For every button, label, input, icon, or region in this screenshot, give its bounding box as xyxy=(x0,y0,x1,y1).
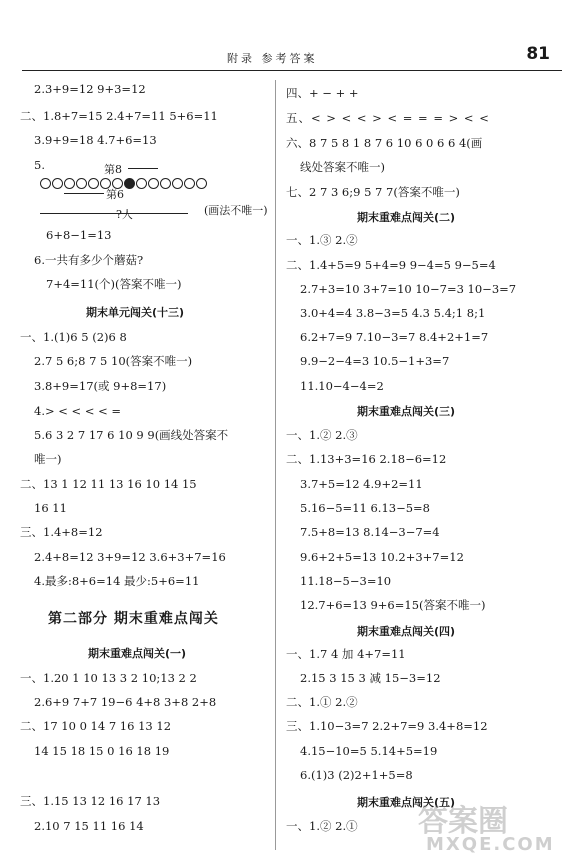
answer-line: 6.2+7=9 7.10−3=7 8.4+2+1=7 xyxy=(300,330,489,344)
column-divider xyxy=(275,80,276,850)
watermark-text: 答案圈 xyxy=(418,804,508,839)
question-number: 5. xyxy=(34,158,45,172)
answer-line: 9.6+2+5=13 10.2+3+7=12 xyxy=(300,550,464,564)
answer-line: 一、1.③ 2.② xyxy=(286,233,358,247)
answer-line: 12.7+6=13 9+6=15(答案不唯一) xyxy=(300,598,486,612)
figure-question: ?人 xyxy=(116,208,133,221)
answer-line: 6.一共有多少个蘑菇? xyxy=(34,253,144,267)
part-title: 第二部分 期末重难点闯关 xyxy=(48,611,219,627)
section-title: 期末单元闯关(十三) xyxy=(86,306,185,319)
answer-line: 4.最多:8+6=14 最少:5+6=11 xyxy=(34,574,200,588)
answer-line: 3.8+9=17(或 9+8=17) xyxy=(34,379,167,393)
answer-line: 2.4+8=12 3+9=12 3.6+3+7=16 xyxy=(34,550,226,564)
answer-line: 6.(1)3 (2)2+1+5=8 xyxy=(300,768,413,782)
answer-line: 二、1.① 2.② xyxy=(286,695,358,709)
circle-filled xyxy=(124,178,135,189)
section-title: 期末重难点闯关(一) xyxy=(88,647,187,660)
answer-line: 7.5+8=13 8.14−3−7=4 xyxy=(300,525,440,539)
answer-line: 三、1.15 13 12 16 17 13 xyxy=(20,794,161,808)
section-title: 期末重难点闯关(五) xyxy=(357,796,456,809)
answer-line: 七、2 7 3 6;9 5 7 7(答案不唯一) xyxy=(286,185,460,199)
answer-line: 三、1.10−3=7 2.2+7=9 3.4+8=12 xyxy=(286,719,488,733)
answer-line: 4.> < < < < = xyxy=(34,404,122,418)
answer-line: 7+4=11(个)(答案不唯一) xyxy=(46,277,182,291)
answer-line: 9.9−2−4=3 10.5−1+3=7 xyxy=(300,354,450,368)
answer-line: 二、13 1 12 11 13 16 10 14 15 xyxy=(20,477,197,491)
answer-line: 2.10 7 15 11 16 14 xyxy=(34,819,144,833)
section-title: 期末重难点闯关(三) xyxy=(357,405,456,418)
header-title: 附录 参考答案 xyxy=(227,52,318,65)
answer-line: 2.6+9 7+7 19−6 4+8 3+8 2+8 xyxy=(34,695,217,709)
answer-line: 线处答案不唯一) xyxy=(300,160,385,174)
answer-line: 二、17 10 0 14 7 16 13 12 xyxy=(20,719,172,733)
circle xyxy=(172,178,183,189)
arrow-left xyxy=(128,168,158,169)
answer-line: 4.15−10=5 5.14+5=19 xyxy=(300,744,438,758)
answer-line: 一、1.② 2.① xyxy=(286,819,358,833)
answer-line: 14 15 18 15 0 16 18 19 xyxy=(34,744,170,758)
answer-line: 2.7+3=10 3+7=10 10−7=3 10−3=7 xyxy=(300,282,517,296)
answer-line: 一、1.(1)6 5 (2)6 8 xyxy=(20,330,127,344)
section-title: 期末重难点闯关(二) xyxy=(357,211,456,224)
answer-line: 5.6 3 2 7 17 6 10 9 9(画线处答案不 xyxy=(34,428,229,442)
answer-line: 2.3+9=12 9+3=12 xyxy=(34,82,146,96)
page-number: 81 xyxy=(526,44,550,64)
circle xyxy=(40,178,51,189)
answer-line: 三、1.4+8=12 xyxy=(20,525,103,539)
answer-line: 3.7+5=12 4.9+2=11 xyxy=(300,477,423,491)
answer-line: 二、1.8+7=15 2.4+7=11 5+6=11 xyxy=(20,109,218,123)
figure-label-8th: 第8 xyxy=(104,163,122,176)
figure-note: (画法不唯一) xyxy=(204,204,268,217)
header-rule xyxy=(22,70,562,71)
circle xyxy=(52,178,63,189)
circle xyxy=(136,178,147,189)
circle xyxy=(184,178,195,189)
circle xyxy=(88,178,99,189)
answer-line: 11.10−4−4=2 xyxy=(300,379,384,393)
answer-line: 一、1.20 1 10 13 3 2 10;13 2 2 xyxy=(20,671,197,685)
brace xyxy=(40,203,188,214)
circle xyxy=(64,178,75,189)
watermark-url: MXQE.COM xyxy=(426,834,555,855)
answer-line: 6+8−1=13 xyxy=(46,228,112,242)
circle xyxy=(160,178,171,189)
answer-line: 唯一) xyxy=(34,452,62,466)
circle xyxy=(76,178,87,189)
page-header xyxy=(22,44,562,74)
answer-line: 11.18−5−3=10 xyxy=(300,574,392,588)
answer-line: 一、1.7 4 加 4+7=11 xyxy=(286,647,406,661)
answer-line: 16 11 xyxy=(34,501,67,515)
answer-line: 二、1.13+3=16 2.18−6=12 xyxy=(286,452,447,466)
section-title: 期末重难点闯关(四) xyxy=(357,625,456,638)
figure-label-6th: 第6 xyxy=(106,188,124,201)
circle xyxy=(196,178,207,189)
arrow-right xyxy=(64,193,104,194)
answer-line: 3.9+9=18 4.7+6=13 xyxy=(34,133,157,147)
answer-line: 四、+ − + + xyxy=(286,86,359,100)
answer-line: 2.15 3 15 3 减 15−3=12 xyxy=(300,671,441,685)
answer-line: 3.0+4=4 3.8−3=5 4.3 5.4;1 8;1 xyxy=(300,306,486,320)
answer-line: 二、1.4+5=9 5+4=9 9−4=5 9−5=4 xyxy=(286,258,496,272)
answer-line: 五、< > < < > < = = = > < < xyxy=(286,111,490,125)
answer-line: 一、1.② 2.③ xyxy=(286,428,358,442)
answer-line: 六、8 7 5 8 1 8 7 6 10 6 0 6 6 4(画 xyxy=(286,136,483,150)
answer-line: 2.7 5 6;8 7 5 10(答案不唯一) xyxy=(34,354,193,368)
watermark-logo xyxy=(408,796,578,856)
answer-line: 5.16−5=11 6.13−5=8 xyxy=(300,501,430,515)
circle xyxy=(148,178,159,189)
